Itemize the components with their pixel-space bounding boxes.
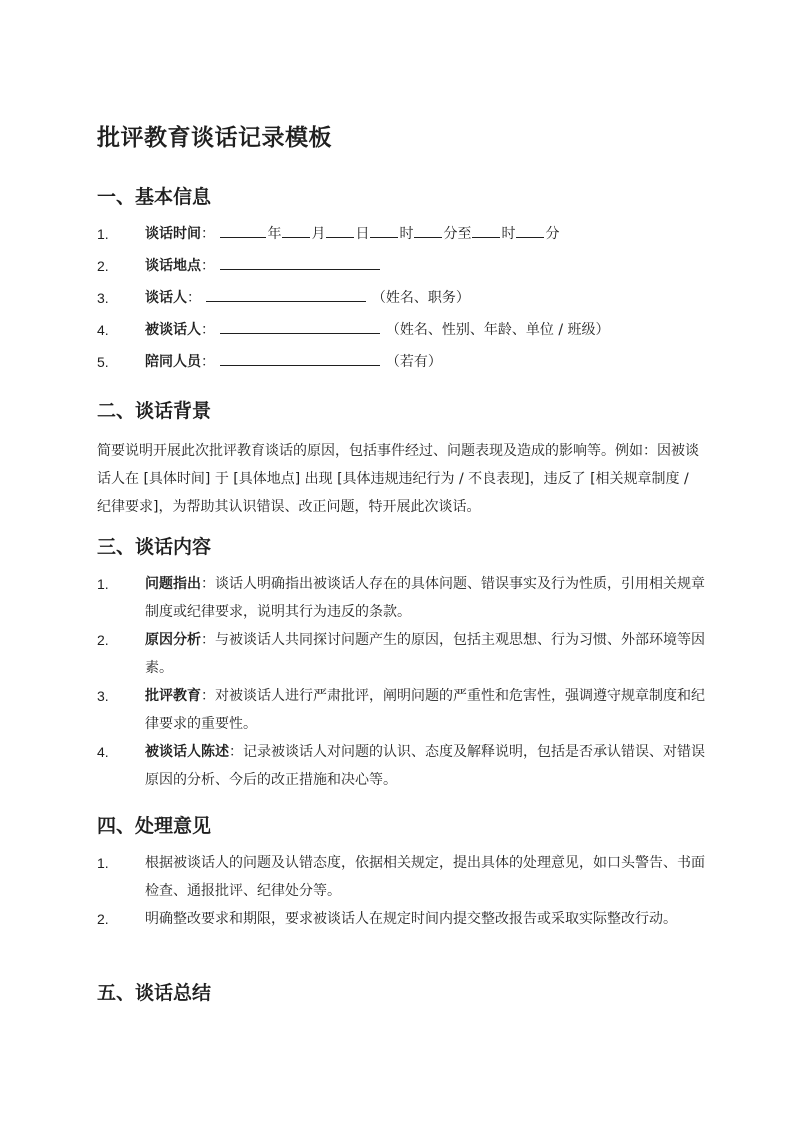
blank-attendees[interactable]: [220, 348, 380, 366]
blank-minute-end[interactable]: [516, 220, 544, 238]
item-body: 批评教育：对被谈话人进行严肃批评，阐明问题的严重性和危害性，强调遵守规章制度和纪律要求的重要性。: [145, 688, 705, 732]
unit-minute-to: 分至: [443, 226, 472, 242]
document-title: 批评教育谈话记录模板: [97, 125, 332, 151]
field-label-interviewer: 谈话人: [145, 290, 187, 306]
field-label-talk-time: 谈话时间: [145, 226, 201, 242]
field-note-interviewee: （姓名、性别、年龄、单位 / 班级）: [385, 322, 610, 338]
field-label-interviewee: 被谈话人: [145, 322, 201, 338]
blank-year[interactable]: [220, 220, 266, 238]
unit-month: 月: [311, 226, 326, 242]
item-text: 谈话人明确指出被谈话人存在的具体问题、错误事实及行为性质，引用相关规章制度或纪律要求，说明其行为违反的条款。: [145, 576, 705, 620]
item-body: 被谈话人： （姓名、性别、年龄、单位 / 班级）: [145, 316, 705, 344]
item-number: 1.: [97, 226, 109, 242]
section-heading-basic-info: 一、基本信息: [97, 186, 212, 208]
item-text: 对被谈话人进行严肃批评，阐明问题的严重性和危害性，强调遵守规章制度和纪律要求的重要性。: [145, 688, 705, 732]
unit-hour-start: 时: [399, 226, 414, 242]
item-number: 2.: [97, 258, 109, 274]
item-body: 被谈话人陈述：记录被谈话人对问题的认识、态度及解释说明，包括是否承认错误、对错误原因的分析、今后的改正措施和决心等。: [145, 744, 705, 788]
field-note-interviewer: （姓名、职务）: [371, 290, 470, 306]
item-number: 1.: [97, 576, 109, 592]
item-number: 3.: [97, 688, 109, 704]
item-body: 原因分析：与被谈话人共同探讨问题产生的原因，包括主观思想、行为习惯、外部环境等因素。: [145, 632, 705, 676]
item-body: 谈话时间： 年 月 日 时 分至 时 分: [145, 220, 705, 248]
item-body: 问题指出：谈话人明确指出被谈话人存在的具体问题、错误事实及行为性质，引用相关规章制度或纪律要求，说明其行为违反的条款。: [145, 576, 705, 620]
section-heading-talk-summary: 五、谈话总结: [97, 982, 212, 1004]
blank-month[interactable]: [282, 220, 310, 238]
item-label: 原因分析: [145, 632, 201, 648]
item-body: 谈话地点：: [145, 252, 705, 280]
item-number: 4.: [97, 744, 109, 760]
item-number: 4.: [97, 322, 109, 338]
background-paragraph: 简要说明开展此次批评教育谈话的原因，包括事件经过、问题表现及造成的影响等。例如：因被谈话人在 [具体时间] 于 [具体地点] 出现 [具体违规违纪行为 / 不良表现]，违反了 [相关规章制度 / 纪律要求]，为帮助其认识错误、改正问题，特开展此次谈话。: [97, 443, 699, 515]
item-text: 记录被谈话人对问题的认识、态度及解释说明，包括是否承认错误、对错误原因的分析、今后的改正措施和决心等。: [145, 744, 705, 788]
blank-hour-end[interactable]: [472, 220, 500, 238]
item-number: 3.: [97, 290, 109, 306]
item-label: 批评教育: [145, 688, 201, 704]
blank-hour-start[interactable]: [370, 220, 398, 238]
item-number: 1.: [97, 855, 109, 871]
unit-minute-end: 分: [545, 226, 560, 242]
blank-day[interactable]: [326, 220, 354, 238]
item-number: 2.: [97, 632, 109, 648]
item-text: 明确整改要求和期限，要求被谈话人在规定时间内提交整改报告或采取实际整改行动。: [145, 911, 677, 927]
field-label-attendees: 陪同人员: [145, 354, 201, 370]
unit-year: 年: [267, 226, 282, 242]
field-note-attendees: （若有）: [385, 354, 442, 370]
blank-interviewer[interactable]: [206, 284, 366, 302]
field-label-talk-location: 谈话地点: [145, 258, 201, 274]
item-body: 陪同人员： （若有）: [145, 348, 705, 376]
item-body: 谈话人： （姓名、职务）: [145, 284, 705, 312]
item-number: 5.: [97, 354, 109, 370]
item-label: 被谈话人陈述: [145, 744, 229, 760]
section-heading-handling-opinion: 四、处理意见: [97, 815, 212, 837]
item-text: 根据被谈话人的问题及认错态度，依据相关规定，提出具体的处理意见，如口头警告、书面检查、通报批评、纪律处分等。: [145, 855, 705, 899]
item-number: 2.: [97, 911, 109, 927]
unit-hour-end: 时: [501, 226, 516, 242]
item-text: 与被谈话人共同探讨问题产生的原因，包括主观思想、行为习惯、外部环境等因素。: [145, 632, 705, 676]
blank-interviewee[interactable]: [220, 316, 380, 334]
unit-day: 日: [355, 226, 370, 242]
item-label: 问题指出: [145, 576, 201, 592]
section-heading-talk-content: 三、谈话内容: [97, 536, 212, 558]
section-heading-background: 二、谈话背景: [97, 400, 212, 422]
blank-minute-start[interactable]: [414, 220, 442, 238]
blank-talk-location[interactable]: [220, 252, 380, 270]
